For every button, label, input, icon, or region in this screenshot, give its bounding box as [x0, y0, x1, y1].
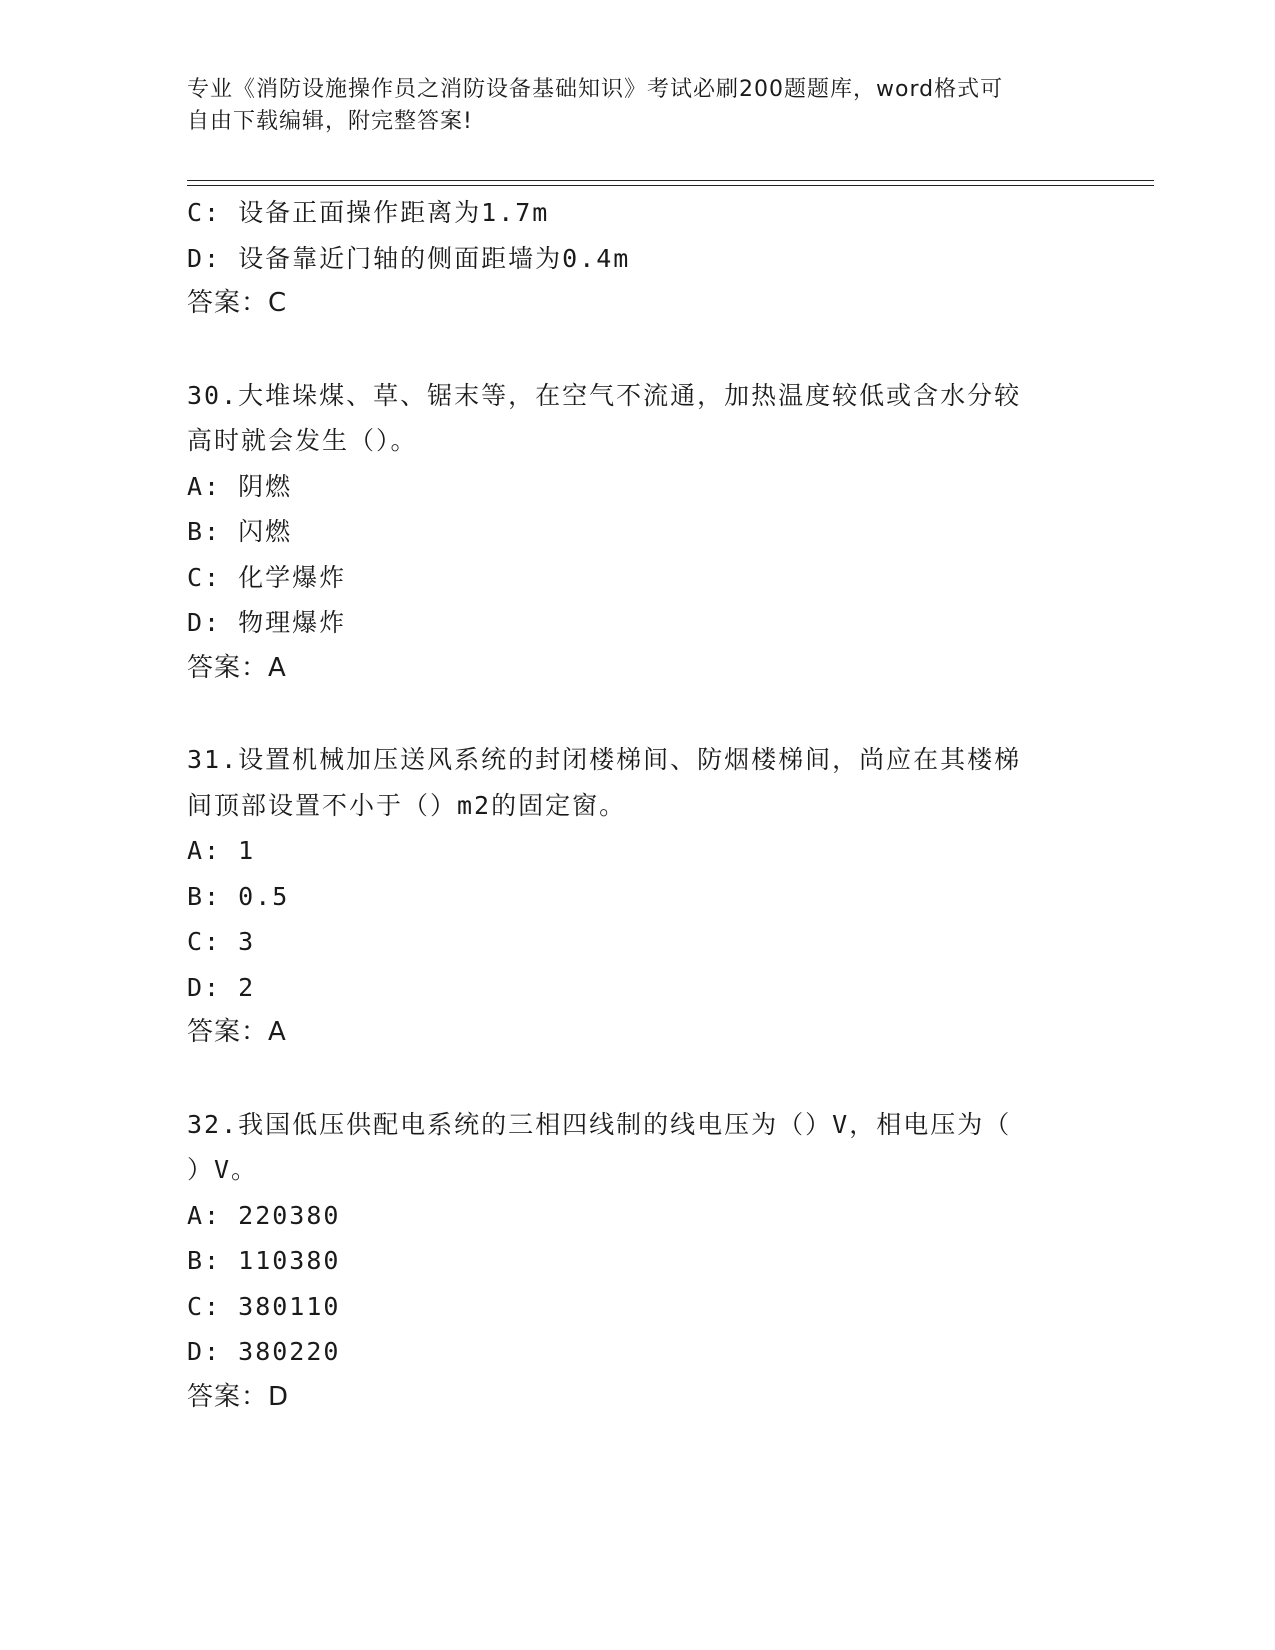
header-divider-bottom: [187, 185, 1154, 186]
option-c: C: 设备正面操作距离为1.7m: [187, 198, 550, 227]
option-b: B: 110380: [187, 1246, 341, 1275]
question-stem-line: ）V。: [187, 1155, 259, 1184]
option-b: B: 0.5: [187, 881, 290, 911]
option-c: C: 3: [187, 927, 256, 956]
option-c: C: 化学爆炸: [187, 562, 347, 592]
question-32: [187, 1102, 1087, 1421]
option-a: A: 1: [187, 836, 256, 865]
header-line-1: 专业《消防设施操作员之消防设备基础知识》考试必刷200题题库，word格式可: [187, 77, 1004, 102]
header-divider-top: [187, 180, 1154, 181]
option-d: D: 380220: [187, 1337, 341, 1366]
question-stem-line: 高时就会发生（）。: [187, 426, 418, 455]
answer: 答案：A: [187, 652, 287, 683]
option-d: D: 设备靠近门轴的侧面距墙为0.4m: [187, 243, 631, 273]
option-a: A: 阴燃: [187, 471, 293, 501]
option-b: B: 闪燃: [187, 517, 293, 546]
question-stem-line: 32.我国低压供配电系统的三相四线制的线电压为（）V，相电压为（: [187, 1109, 1012, 1139]
answer: 答案：C: [187, 288, 288, 318]
answer: 答案：D: [187, 1381, 290, 1412]
question-30: [187, 373, 1087, 692]
question-stem-line: 31.设置机械加压送风系统的封闭楼梯间、防烟楼梯间，尚应在其楼梯: [187, 745, 1022, 774]
option-d: D: 2: [187, 972, 256, 1002]
option-a: A: 220380: [187, 1200, 341, 1230]
question-stem-line: 间顶部设置不小于（）m2的固定窗。: [187, 790, 627, 820]
previous-question-tail: [187, 190, 1087, 327]
question-31: [187, 737, 1087, 1056]
header-line-2: 自由下载编辑，附完整答案!: [187, 109, 473, 134]
option-c: C: 380110: [187, 1291, 341, 1321]
answer: 答案：A: [187, 1017, 287, 1047]
question-content: [187, 190, 1087, 1420]
document-header: [187, 74, 1067, 138]
option-d: D: 物理爆炸: [187, 608, 347, 637]
question-stem-line: 30.大堆垛煤、草、锯末等，在空气不流通，加热温度较低或含水分较: [187, 380, 1022, 410]
